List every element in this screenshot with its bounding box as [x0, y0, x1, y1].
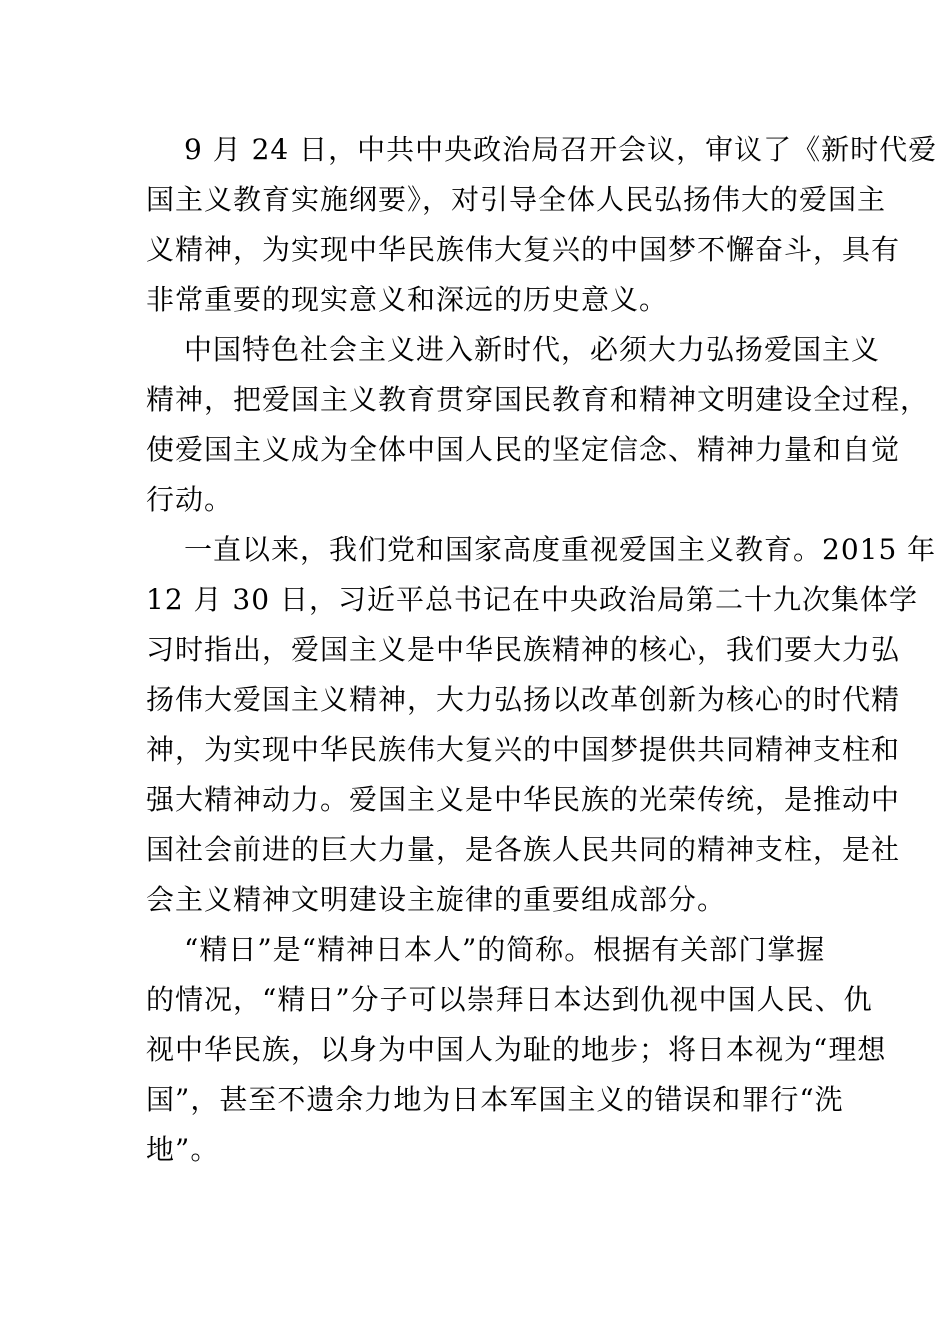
- paragraph-line: 强大精神动力。爱国主义是中华民族的光荣传统，是推动中: [146, 783, 901, 816]
- paragraph-line: 的情况，“精日”分子可以崇拜日本达到仇视中国人民、仇: [146, 983, 873, 1016]
- paragraph-line: 9 月 24 日，中共中央政治局召开会议，审议了《新时代爱: [184, 133, 938, 166]
- paragraph-line: 义精神，为实现中华民族伟大复兴的中国梦不懈奋斗，具有: [146, 233, 901, 266]
- paragraph-line: 国”，甚至不遗余力地为日本军国主义的错误和罪行“洗: [146, 1083, 844, 1116]
- paragraph-line: 使爱国主义成为全体中国人民的坚定信念、精神力量和自觉: [146, 433, 901, 466]
- paragraph-line: 非常重要的现实意义和深远的历史意义。: [146, 283, 669, 316]
- paragraph-line: 国主义教育实施纲要》，对引导全体人民弘扬伟大的爱国主: [146, 183, 887, 216]
- paragraph-line: 中国特色社会主义进入新时代，必须大力弘扬爱国主义: [184, 333, 881, 366]
- paragraph-line: “精日”是“精神日本人”的简称。根据有关部门掌握: [184, 933, 826, 966]
- paragraph-line: 会主义精神文明建设主旋律的重要组成部分。: [146, 883, 727, 916]
- paragraph-line: 神，为实现中华民族伟大复兴的中国梦提供共同精神支柱和: [146, 733, 901, 766]
- paragraph-line: 12 月 30 日，习近平总书记在中央政治局第二十九次集体学: [146, 583, 918, 616]
- paragraph-line: 地”。: [146, 1133, 220, 1166]
- paragraph-line: 国社会前进的巨大力量，是各族人民共同的精神支柱，是社: [146, 833, 901, 866]
- paragraph-line: 精神，把爱国主义教育贯穿国民教育和精神文明建设全过程，: [146, 383, 930, 416]
- paragraph-line: 行动。: [146, 483, 234, 516]
- paragraph-line: 视中华民族，以身为中国人为耻的地步；将日本视为“理想: [146, 1033, 887, 1066]
- paragraph-line: 习时指出，爱国主义是中华民族精神的核心，我们要大力弘: [146, 633, 901, 666]
- paragraph-line: 一直以来，我们党和国家高度重视爱国主义教育。2015 年: [184, 533, 937, 566]
- paragraph-line: 扬伟大爱国主义精神，大力弘扬以改革创新为核心的时代精: [146, 683, 901, 716]
